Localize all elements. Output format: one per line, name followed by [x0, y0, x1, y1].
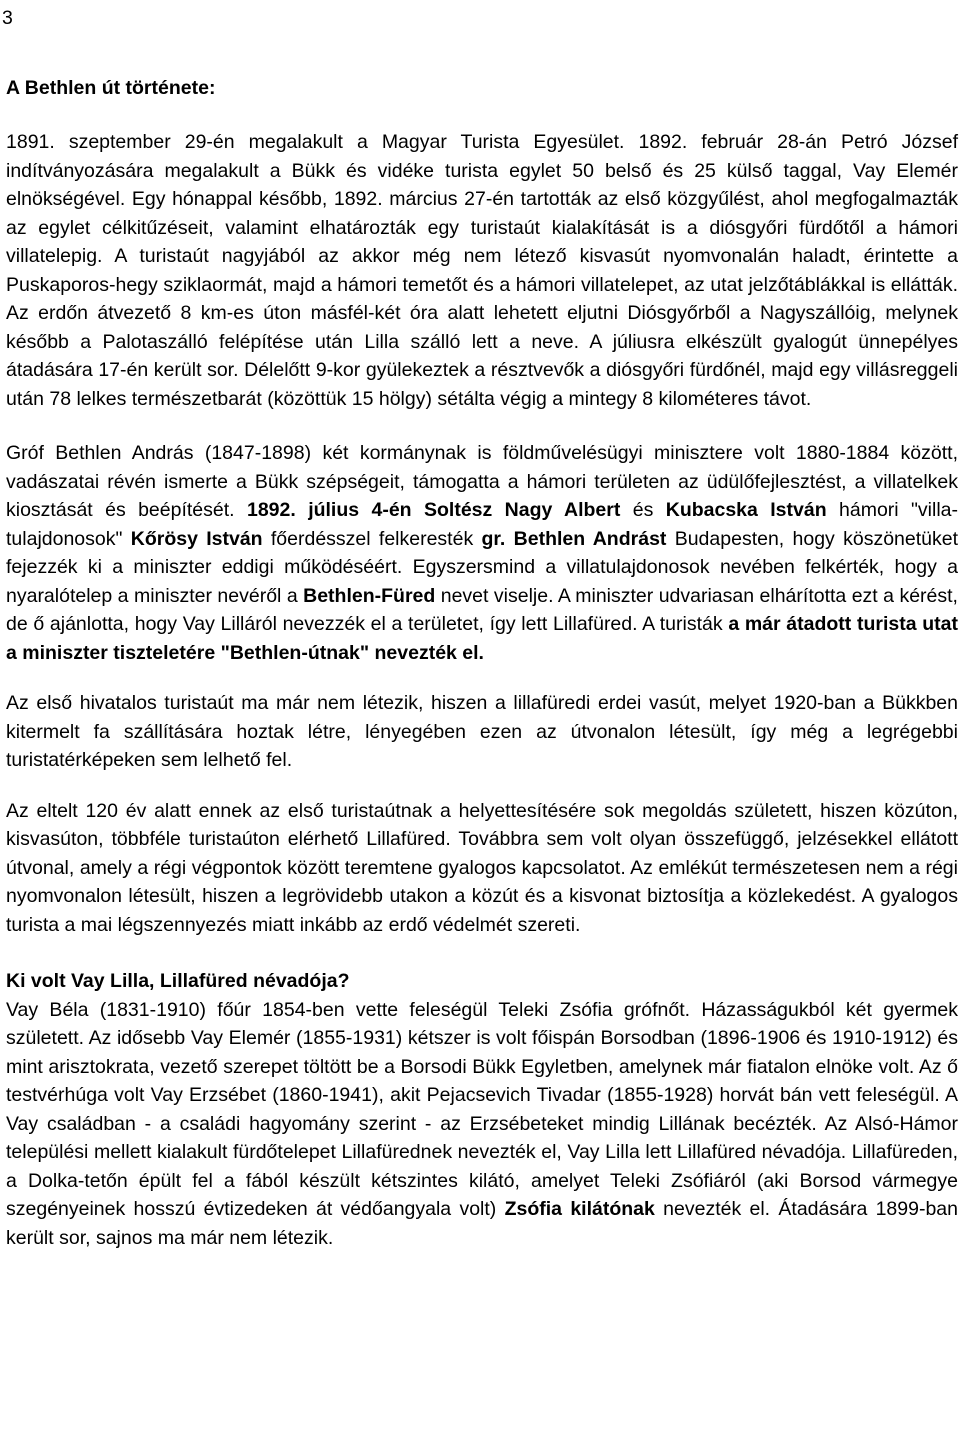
- text-run: nevet viselje. A miniszter udvariasan elhárította ezt a kérést, de ő ajánlotta, hogy Vay Lilláról nevezzék el a területet, így lett Lillafüred. A turisták: [6, 584, 958, 635]
- sub-heading-vay-lilla: Ki volt Vay Lilla, Lillafüred névadója?: [6, 970, 350, 992]
- document-page: [2, 0, 959, 1252]
- paragraph-first-route: Az első hivatalos turistaút ma már nem létezik, hiszen a lillafüredi erdei vasút, melyet 1920-ban a Bükkben kitermelt fa szállítására hoztak létre, lényegében ezen az útvonalon létesült, így még a legrégebbi turistatérképeken sem lelhető fel.: [6, 692, 958, 771]
- text-run: Budapesten, hogy köszönetüket fejezzék ki a miniszter eddigi működéséért. Egyszersmind a villatulajdonosok nevében felkérték, hogy a nyaralótelep a miniszter nevéről a: [6, 527, 959, 607]
- bold-run: gr. Bethlen Andrást: [481, 527, 667, 550]
- bold-run: 1892.: [246, 499, 296, 521]
- paragraph-120-years: Az eltelt 120 év alatt ennek az első turistaútnak a helyettesítésére sok megoldás született, hiszen közúton, kisvasúton, többféle turistaúton elérhető Lillafüred. Továbbra sem volt olyan összefüggő, jelzésekkel ellátott útvonal, amely a régi végpontok között teremtene gyalogos kapcsolatot. Az emlékút természetesen nem a régi nyomvonalon létesült, hiszen a legrövidebb utakon a közút és a kisvonat biztosítja a közlekedést. A gyalogos turista a mai légszennyezés miatt inkább az erdő védelmét szereti.: [6, 799, 958, 936]
- paragraph-vay-lilla: [6, 996, 958, 1253]
- bold-run: július 4-én Soltész Nagy Albert: [308, 499, 621, 521]
- page-number: 3: [2, 7, 13, 29]
- paragraph-bethlen: [6, 439, 958, 667]
- bold-run: Kubacska István: [665, 499, 827, 521]
- bold-run: a már átadott turista utat a miniszter tiszteletére "Bethlen-útnak" nevezték el.: [6, 613, 958, 664]
- bold-run: Kőrösy István: [130, 527, 263, 550]
- text-run: főerdésszel felkeresték: [262, 527, 482, 550]
- document-heading: A Bethlen út története:: [6, 77, 216, 99]
- text-run: [296, 499, 308, 521]
- text-run: Gróf Bethlen András (1847-1898) két kormánynak is földművelésügyi minisztere volt 1880-1884 között, vadászatai révén ismerte a Bükk szépségeit, támogatta a hámori területen az üdülőfejlesztést, a villatelkek kiosztását és beépítését.: [6, 442, 958, 521]
- bold-run: Bethlen-Füred: [303, 584, 436, 607]
- bold-run: Zsófia kilátónak: [504, 1198, 655, 1220]
- text-run: és: [620, 499, 666, 521]
- text-run: hámori "villa-tulajdonosok": [6, 499, 959, 550]
- text-run: Vay Béla (1831-1910) főúr 1854-ben vette feleségül Teleki Zsófia grófnőt. Házasságukból két gyermek született. Az idősebb Vay Elemér (1855-1931) kétszer is volt főispán Borsodban (1896-1906 és 1910-1912) és mint arisztokrata, vezető szerepet töltött be a Borsodi Bükk Egyletben, amelynek már fiatalon elnöke volt. Az ő testvérhúga volt Vay Erzsébet (1860-1941), akit Pejacsevich Tivadar (1855-1928) horvát bán vett feleségül. A Vay családban - a családi hagyomány szerint - az Erzsébeteket mindig Lillának becézték. Az Alsó-Hámor települési mellett kialakult fürdőtelepet Lillafürednek nevezték el, Vay Lilla lett Lillafüred névadója. Lillafüreden, a Dolka-tetőn épült fel a fából készült kétszintes kilátó, amelyet Teleki Zsófiáról (aki Borsod vármegye szegényeinek hosszú évtizedeken át védőangyala volt): [6, 998, 958, 1220]
- paragraph-history: 1891. szeptember 29-én megalakult a Magyar Turista Egyesület. 1892. február 28-án Petró József indítványozására megalakult a Bükk és vidéke turista egylet 50 belső és 25 külső taggal, Vay Elemér elnökségével. Egy hónappal később, 1892. március 27-én tartották az első közgyűlést, ahol megfogalmazták az egylet célkitűzéseit, valamint elhatározták egy turistaút kialakítását is a diósgyőri fürdőtől a hámori villatelepig. A turistaút nagyjából az akkor még nem létező kisvasút nyomvonalán haladt, érintette a Puskaporos-hegy sziklaormát, majd a hámori temetőt és a hámori villatelepet, az utat jelzőtáblákkal is ellátták. Az erdőn átvezető 8 km-es úton másfél-két óra alatt lehetett eljutni Diósgyőrből a Nagyszállóig, melynek később a Palotaszálló felépítése után Lilla szálló lett a neve. A júliusra elkészült gyalogút ünnepélyes átadására 17-én került sor. Délelőtt 9-kor gyülekeztek a résztvevők a diósgyőri fürdőnél, majd egy villásreggeli után 78 lelkes természetbarát (közöttük 15 hölgy) sétálta végig a mintegy 8 kilométeres távot.: [6, 131, 958, 410]
- text-run: nevezték el. Átadására 1899-ban került sor, sajnos ma már nem létezik.: [6, 1198, 958, 1249]
